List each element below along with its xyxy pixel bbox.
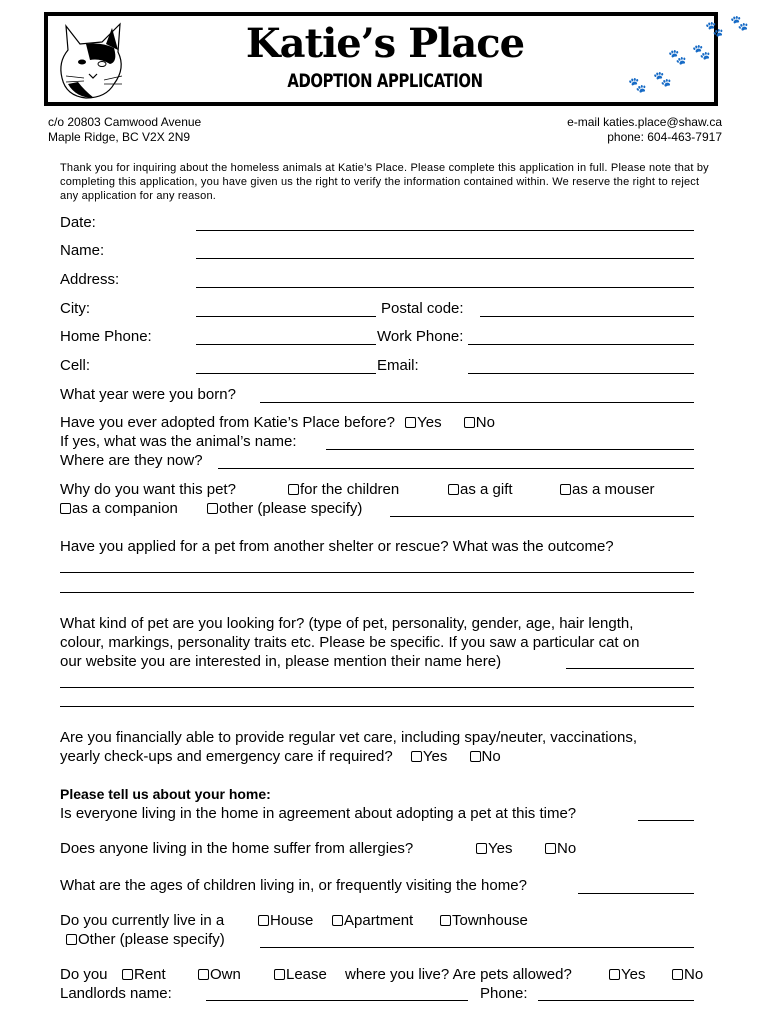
checkbox[interactable]: [448, 484, 459, 495]
why-other-field[interactable]: [390, 516, 694, 517]
home-other-option[interactable]: Other (please specify): [66, 931, 225, 948]
pets-allowed-no-option[interactable]: No: [672, 966, 703, 983]
landlord-phone-label: Phone:: [480, 985, 528, 1002]
adopted-before-question: Have you ever adopted from Katie’s Place before? Yes No: [60, 414, 495, 431]
rent-option[interactable]: Rent: [122, 966, 166, 983]
checkbox[interactable]: [288, 484, 299, 495]
own-option[interactable]: Own: [198, 966, 241, 983]
birth-year-label: What year were you born?: [60, 386, 236, 403]
checkbox[interactable]: [411, 751, 422, 762]
checkbox[interactable]: [66, 934, 77, 945]
name-field[interactable]: [196, 258, 694, 259]
adopted-no-option[interactable]: No: [464, 414, 495, 431]
checkbox[interactable]: [258, 915, 269, 926]
checkbox[interactable]: [274, 969, 285, 980]
checkbox[interactable]: [545, 843, 556, 854]
date-label: Date:: [60, 214, 96, 231]
why-children-option[interactable]: for the children: [288, 481, 399, 498]
animal-name-field[interactable]: [326, 449, 694, 450]
home-other-field[interactable]: [260, 947, 694, 948]
allergies-no-option[interactable]: No: [545, 840, 576, 857]
why-mouser-option[interactable]: as a mouser: [560, 481, 655, 498]
email-field[interactable]: [468, 373, 694, 374]
why-companion-option[interactable]: as a companion: [60, 500, 178, 517]
checkbox[interactable]: [560, 484, 571, 495]
work-phone-field[interactable]: [468, 344, 694, 345]
paw-print-icon: 🐾: [668, 49, 687, 66]
checkbox[interactable]: [470, 751, 481, 762]
why-other-option[interactable]: other (please specify): [207, 500, 362, 517]
page-subtitle: ADOPTION APPLICATION: [287, 70, 483, 92]
children-ages-question: What are the ages of children living in, or frequently visiting the home?: [60, 877, 527, 894]
where-now-label: Where are they now?: [60, 452, 203, 469]
pet-kind-question-line1: What kind of pet are you looking for? (type of pet, personality, gender, age, hair length,: [60, 615, 634, 632]
checkbox[interactable]: [476, 843, 487, 854]
checkbox[interactable]: [198, 969, 209, 980]
paw-print-icon: 🐾: [653, 71, 672, 88]
cell-field[interactable]: [196, 373, 376, 374]
shelter-answer-line[interactable]: [60, 572, 694, 573]
shelter-answer-line[interactable]: [60, 592, 694, 593]
checkbox[interactable]: [207, 503, 218, 514]
financial-question-line2: yearly check-ups and emergency care if required? Yes No: [60, 748, 501, 765]
name-label: Name:: [60, 242, 105, 259]
checkbox[interactable]: [440, 915, 451, 926]
checkbox[interactable]: [609, 969, 620, 980]
postal-code-field[interactable]: [480, 316, 694, 317]
pet-kind-question-line2: colour, markings, personality traits etc. Please be specific. If you saw a particular cat on: [60, 634, 640, 651]
do-you-label: Do you: [60, 966, 108, 983]
home-phone-field[interactable]: [196, 344, 376, 345]
shelter-question: Have you applied for a pet from another shelter or rescue? What was the outcome?: [60, 538, 614, 555]
where-now-field[interactable]: [218, 468, 694, 469]
checkbox[interactable]: [122, 969, 133, 980]
checkbox[interactable]: [60, 503, 71, 514]
why-gift-option[interactable]: as a gift: [448, 481, 513, 498]
city-label: City:: [60, 300, 90, 317]
date-field[interactable]: [196, 230, 694, 231]
pet-kind-question-line3: our website you are interested in, please mention their name here): [60, 653, 502, 670]
lease-option[interactable]: Lease: [274, 966, 327, 983]
why-pet-question: Why do you want this pet?: [60, 481, 236, 498]
address-line-1: c/o 20803 Camwood Avenue: [48, 115, 202, 129]
pet-kind-answer-line[interactable]: [566, 668, 694, 669]
pet-kind-answer-line[interactable]: [60, 687, 694, 688]
paw-print-icon: 🐾: [692, 44, 711, 61]
paw-print-icon: 🐾: [705, 21, 724, 38]
email-label: Email:: [377, 357, 419, 374]
allergies-question: Does anyone living in the home suffer from allergies?: [60, 840, 414, 857]
pet-kind-answer-line[interactable]: [60, 706, 694, 707]
landlord-name-field[interactable]: [206, 1000, 468, 1001]
townhouse-option[interactable]: Townhouse: [440, 912, 528, 929]
page-title: Katie’s Place: [245, 20, 525, 67]
home-section-heading: Please tell us about your home:: [60, 786, 271, 802]
checkbox[interactable]: [405, 417, 416, 428]
animal-name-label: If yes, what was the animal’s name:: [60, 433, 297, 450]
home-phone-label: Home Phone:: [60, 328, 152, 345]
checkbox[interactable]: [464, 417, 475, 428]
house-option[interactable]: House: [258, 912, 313, 929]
checkbox[interactable]: [672, 969, 683, 980]
city-field[interactable]: [196, 316, 376, 317]
pets-allowed-question: where you live? Are pets allowed?: [345, 966, 572, 983]
landlord-phone-field[interactable]: [538, 1000, 694, 1001]
financial-no-option[interactable]: No: [470, 748, 501, 765]
financial-question-line1: Are you financially able to provide regular vet care, including spay/neuter, vaccinations,: [60, 729, 637, 746]
landlord-name-label: Landlords name:: [60, 985, 172, 1002]
pets-allowed-yes-option[interactable]: Yes: [609, 966, 645, 983]
apartment-option[interactable]: Apartment: [332, 912, 413, 929]
financial-yes-option[interactable]: Yes: [411, 748, 447, 765]
adopted-yes-option[interactable]: Yes: [405, 414, 441, 431]
live-in-question: Do you currently live in a: [60, 912, 225, 929]
contact-phone: phone: 604-463-7917: [607, 130, 722, 144]
address-label: Address:: [60, 271, 120, 288]
paw-print-icon: 🐾: [628, 77, 647, 94]
allergies-yes-option[interactable]: Yes: [476, 840, 512, 857]
postal-code-label: Postal code:: [381, 300, 464, 317]
address-field[interactable]: [196, 287, 694, 288]
agreement-field[interactable]: [638, 820, 694, 821]
cell-label: Cell:: [60, 357, 91, 374]
paw-print-icon: 🐾: [730, 15, 749, 32]
intro-text: Thank you for inquiring about the homeless animals at Katie’s Place. Please complete this application in full. Please note that by completing this application, you have given us the right to verify the information contained within. We reserve the right to reject any application for any reason.: [60, 162, 709, 202]
agreement-question: Is everyone living in the home in agreement about adopting a pet at this time?: [60, 805, 577, 822]
address-line-2: Maple Ridge, BC V2X 2N9: [48, 130, 191, 144]
contact-email: e-mail katies.place@shaw.ca: [567, 115, 722, 129]
birth-year-field[interactable]: [260, 402, 694, 403]
work-phone-label: Work Phone:: [377, 328, 464, 345]
checkbox[interactable]: [332, 915, 343, 926]
children-ages-field[interactable]: [578, 893, 694, 894]
